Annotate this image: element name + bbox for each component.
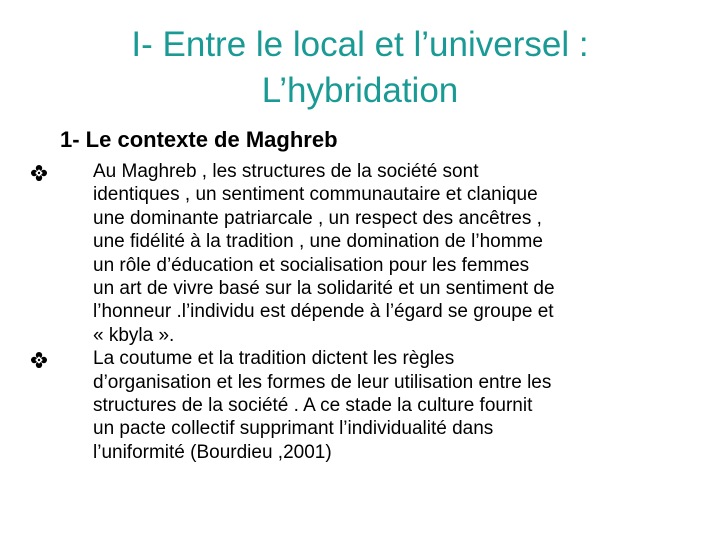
slide-title-line-1: I- Entre le local et l’universel :	[131, 25, 589, 64]
slide-title	[0, 22, 720, 114]
diamond-clover-bullet-icon	[30, 164, 48, 182]
slide-title-line-2: L’hybridation	[261, 71, 459, 110]
diamond-clover-bullet-icon	[30, 351, 48, 369]
bullet-text: Au Maghreb , les structures de la société sont identiques , un sentiment communautaire et clanique une dominante patriarcale , un respect des ancêtres , une fidélité à la tradition , une domination de l’homme un rôle d’éducation et socialisation pour les femmes un art de vivre basé sur la solidarité et un sentiment de l’honneur .l’individu est dépende à l’égard se groupe et « kbyla ».	[93, 161, 555, 346]
bullet-item	[0, 160, 720, 347]
bullet-item	[0, 347, 720, 464]
section-subtitle: 1- Le contexte de Maghreb	[60, 127, 338, 152]
bullet-text: La coutume et la tradition dictent les règles d’organisation et les formes de leur utilisation entre les structures de la société . A ce stade la culture fournit un pacte collectif supprimant l’individualité dans l’uniformité (Bourdieu ,2001)	[93, 348, 552, 463]
bullet-list	[0, 160, 720, 464]
